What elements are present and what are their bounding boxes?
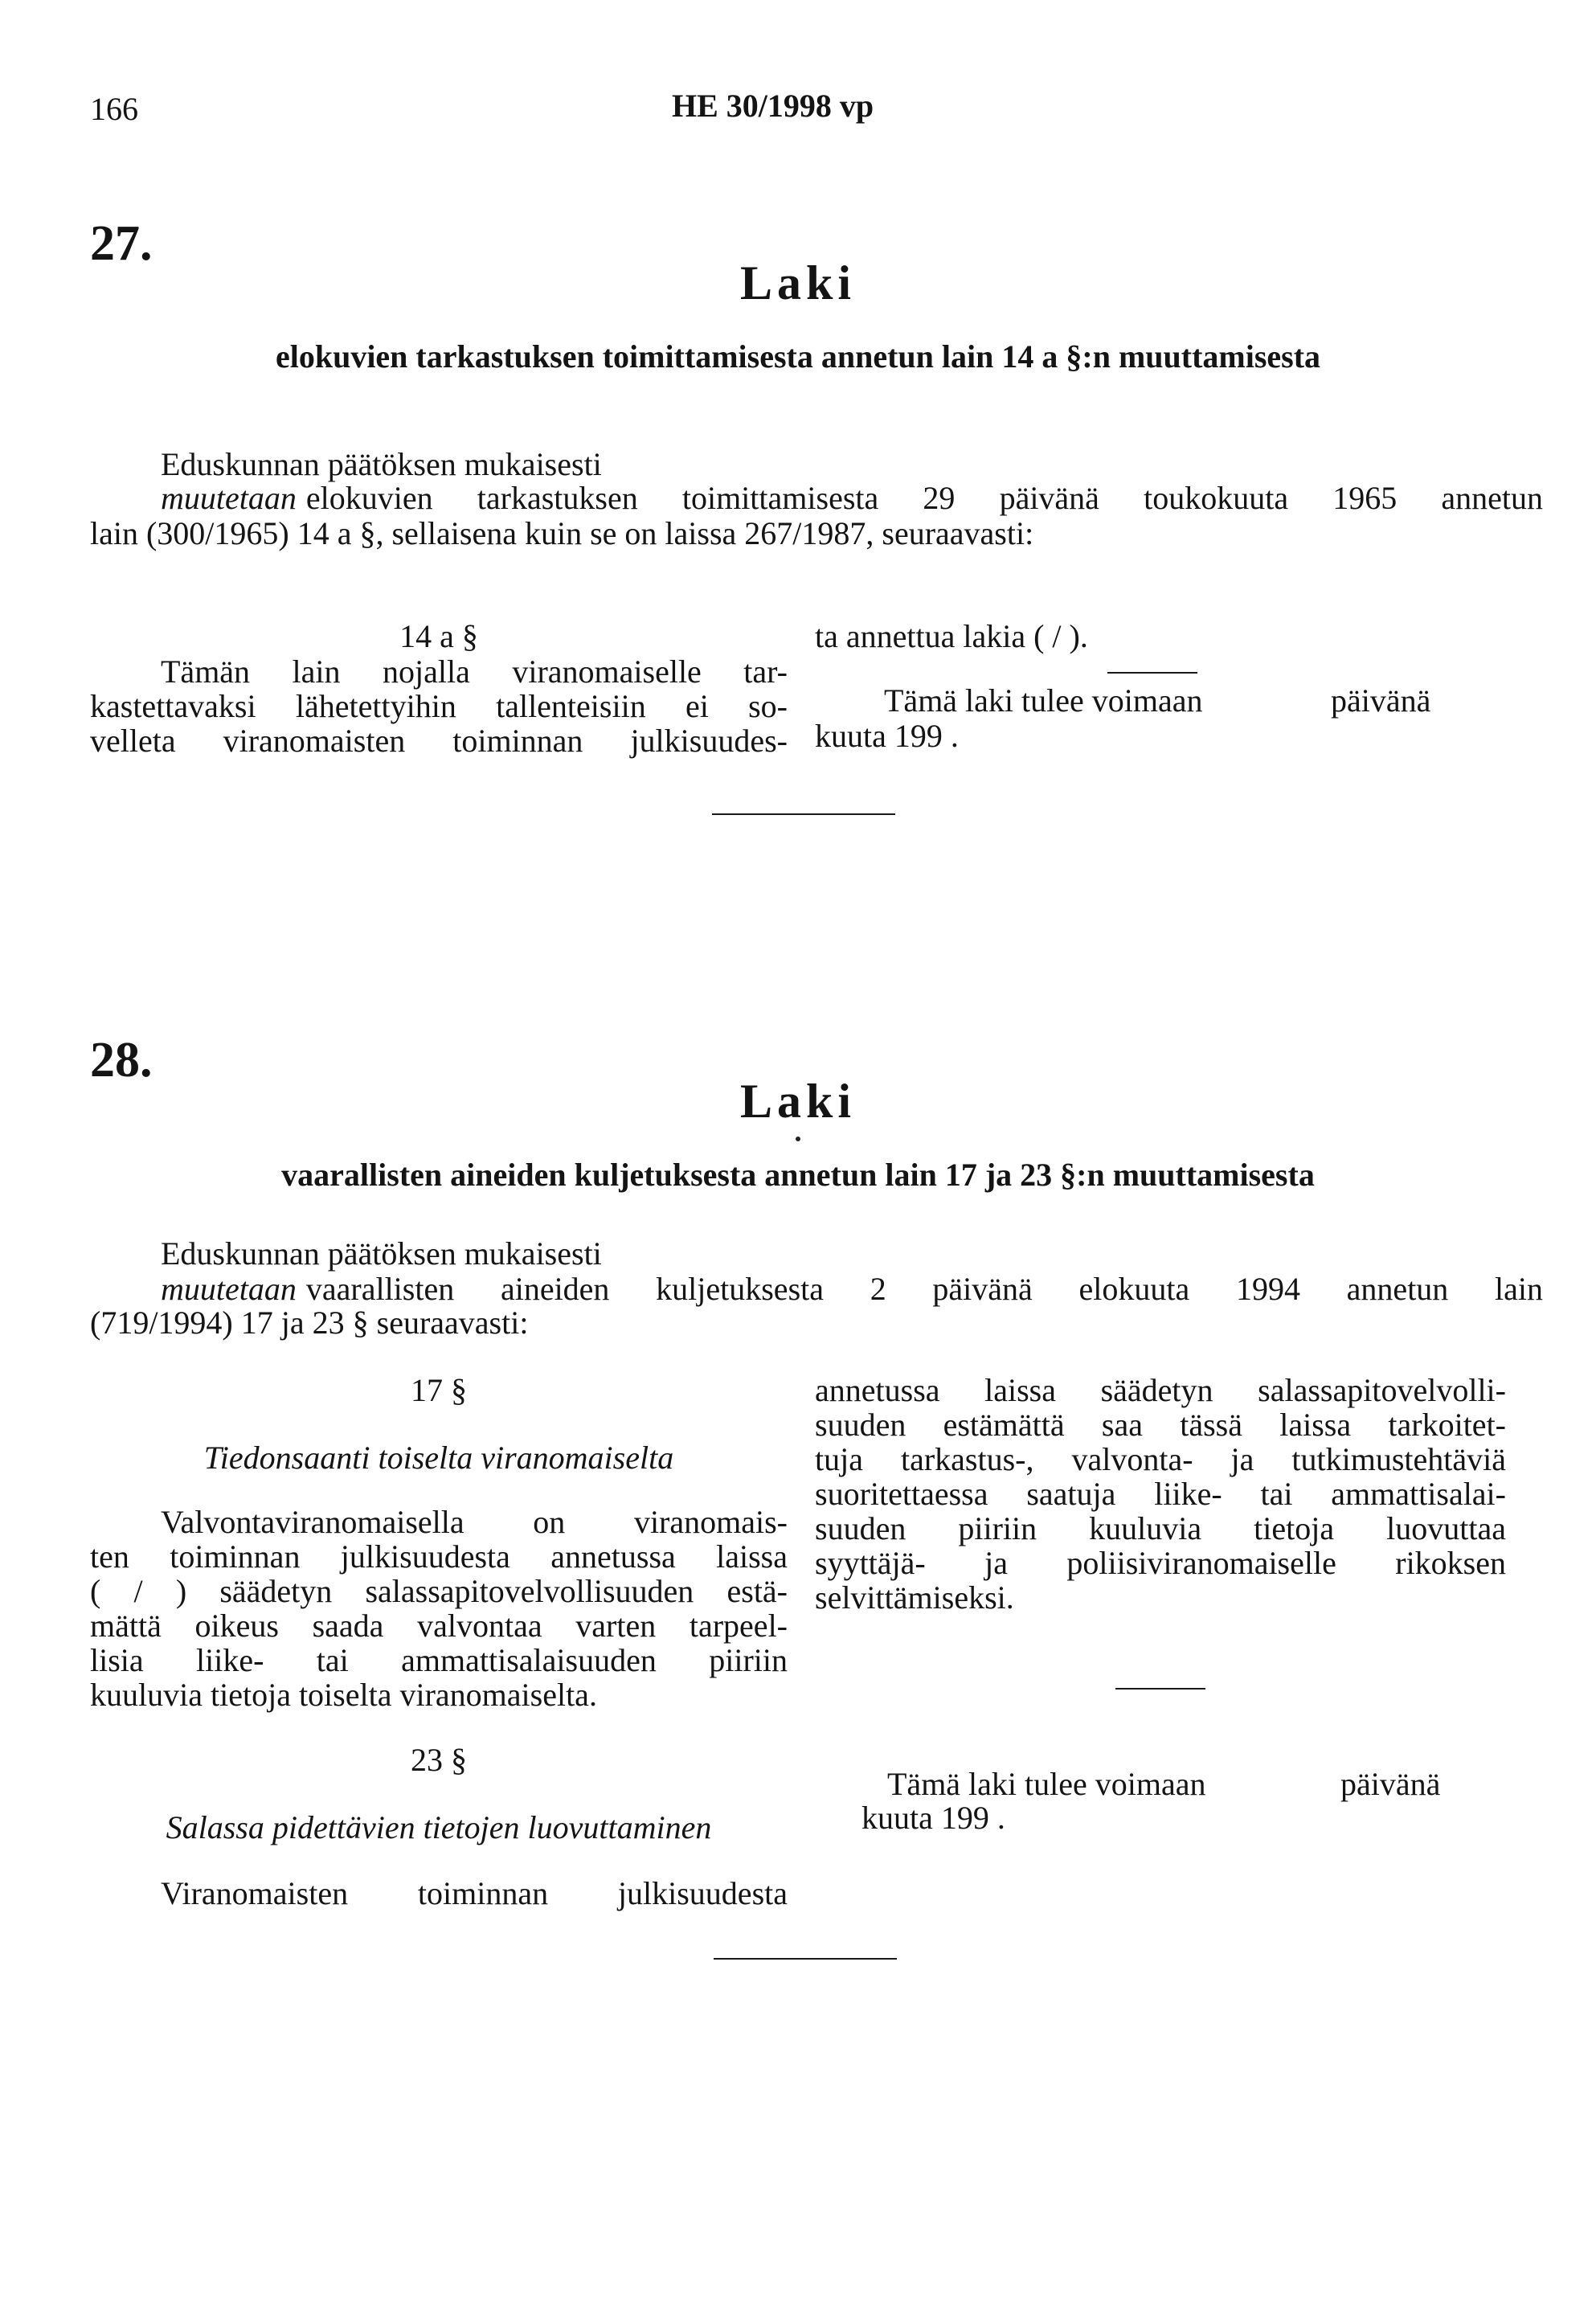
law-27-amend-verb: muutetaan (161, 480, 297, 516)
law-28-amend-line-1 (161, 1272, 1543, 1306)
law-28-s17-line: mättä oikeus saada valvontaa varten tarpeel- (90, 1608, 788, 1644)
page-number: 166 (90, 91, 138, 127)
law-28-entry-text: Tämä laki tulee voimaan (887, 1766, 1206, 1802)
law-28-amend-verb: muutetaan (161, 1271, 297, 1307)
law-27-amend-line-2: lain (300/1965) 14 a §, sellaisena kuin se on laissa 267/1987, seuraavasti: (90, 515, 1034, 551)
law-28-end-rule (714, 1958, 897, 1960)
law-28-right-column (815, 1373, 1506, 1615)
law-28-entry-month: kuuta 199 . (861, 1800, 1005, 1836)
law-28-section-17-title: Tiedonsaanti toiselta viranomaiselta (203, 1440, 674, 1476)
law-28-section-23-label: 23 § (411, 1742, 467, 1778)
law-28-s17-line: ( / ) säädetyn salassapitovelvollisuuden estä- (90, 1573, 788, 1609)
law-27-enactment: Eduskunnan päätöksen mukaisesti (161, 446, 602, 482)
law-27-heading: Laki (739, 256, 857, 309)
law-28-right-line: suuden piiriin kuuluvia tietoja luovuttaa (815, 1510, 1506, 1546)
law-28-section-17-label: 17 § (411, 1372, 467, 1408)
law-27-section-line-3: velleta viranomaisten toiminnan julkisuudes- (90, 723, 788, 759)
law-27-amend-text-1: elokuvien tarkastuksen toimittamisesta 29 päivänä toukokuuta 1965 annetun (305, 480, 1543, 516)
law-28-short-rule (1115, 1688, 1205, 1690)
law-28-heading: Laki (739, 1075, 857, 1128)
law-28-s17-line: lisia liike- tai ammattisalaisuuden piiriin (90, 1642, 788, 1678)
law-27-subtitle: elokuvien tarkastuksen toimittamisesta annetun lain 14 a §:n muuttamisesta (275, 338, 1321, 375)
law-28-section-23-text (90, 1876, 788, 1911)
law-27-number: 27. (90, 216, 153, 271)
law-28-number: 28. (90, 1033, 153, 1087)
law-27-section-line-1: Tämän lain nojalla viranomaiselle tar- (161, 653, 788, 690)
law-27-short-rule (1107, 672, 1197, 674)
law-27-right-line-1: ta annettua lakia ( / ). (815, 618, 1088, 654)
law-28-subtitle: vaarallisten aineiden kuljetuksesta annetun lain 17 ja 23 §:n muuttamisesta (281, 1157, 1315, 1193)
law-27-section-text (90, 654, 788, 758)
law-28-s23-line-1: Viranomaisten toiminnan julkisuudesta (161, 1875, 788, 1911)
law-27-end-rule (712, 813, 895, 815)
law-28-s17-line: kuuluvia tietoja toiselta viranomaiselta. (90, 1677, 597, 1713)
law-28-right-line: tuja tarkastus-, valvonta- ja tutkimustehtäviä (815, 1441, 1506, 1477)
law-28-amend-line-2: (719/1994) 17 ja 23 § seuraavasti: (90, 1305, 529, 1341)
law-28-s17-line: Valvontaviranomaisella on viranomais- (161, 1504, 788, 1540)
law-27-entry-text: Tämä laki tulee voimaan (884, 682, 1203, 719)
running-title: HE 30/1998 vp (672, 88, 874, 124)
law-28-right-line: suuden estämättä saa tässä laissa tarkoitet- (815, 1407, 1506, 1443)
law-28-right-line: annetussa laissa säädetyn salassapitovelvolli- (815, 1372, 1506, 1408)
law-27-entry-month: kuuta 199 . (815, 718, 959, 754)
law-28-right-line: suoritettaessa saatuja liike- tai ammattisalai- (815, 1476, 1506, 1512)
law-27-amend-line-1 (161, 481, 1543, 515)
law-27-entry-day: päivänä (1331, 682, 1431, 719)
law-28-section-23-title: Salassa pidettävien tietojen luovuttaminen (166, 1809, 712, 1845)
print-speck (796, 1137, 800, 1141)
law-28-right-line: syyttäjä- ja poliisiviranomaiselle rikoksen (815, 1545, 1506, 1581)
law-28-section-17-text (90, 1505, 788, 1712)
law-28-enactment: Eduskunnan päätöksen mukaisesti (161, 1235, 602, 1272)
law-27-section-line-2: kastettavaksi lähetettyihin tallenteisiin ei so- (90, 688, 788, 724)
law-28-amend-text-1: vaarallisten aineiden kuljetuksesta 2 päivänä elokuuta 1994 annetun lain (305, 1271, 1543, 1307)
law-28-s17-line: ten toiminnan julkisuudesta annetussa laissa (90, 1538, 788, 1575)
law-27-section-label: 14 a § (399, 618, 478, 654)
law-28-right-line: selvittämiseksi. (815, 1579, 1014, 1616)
law-28-entry-day: päivänä (1340, 1766, 1441, 1802)
